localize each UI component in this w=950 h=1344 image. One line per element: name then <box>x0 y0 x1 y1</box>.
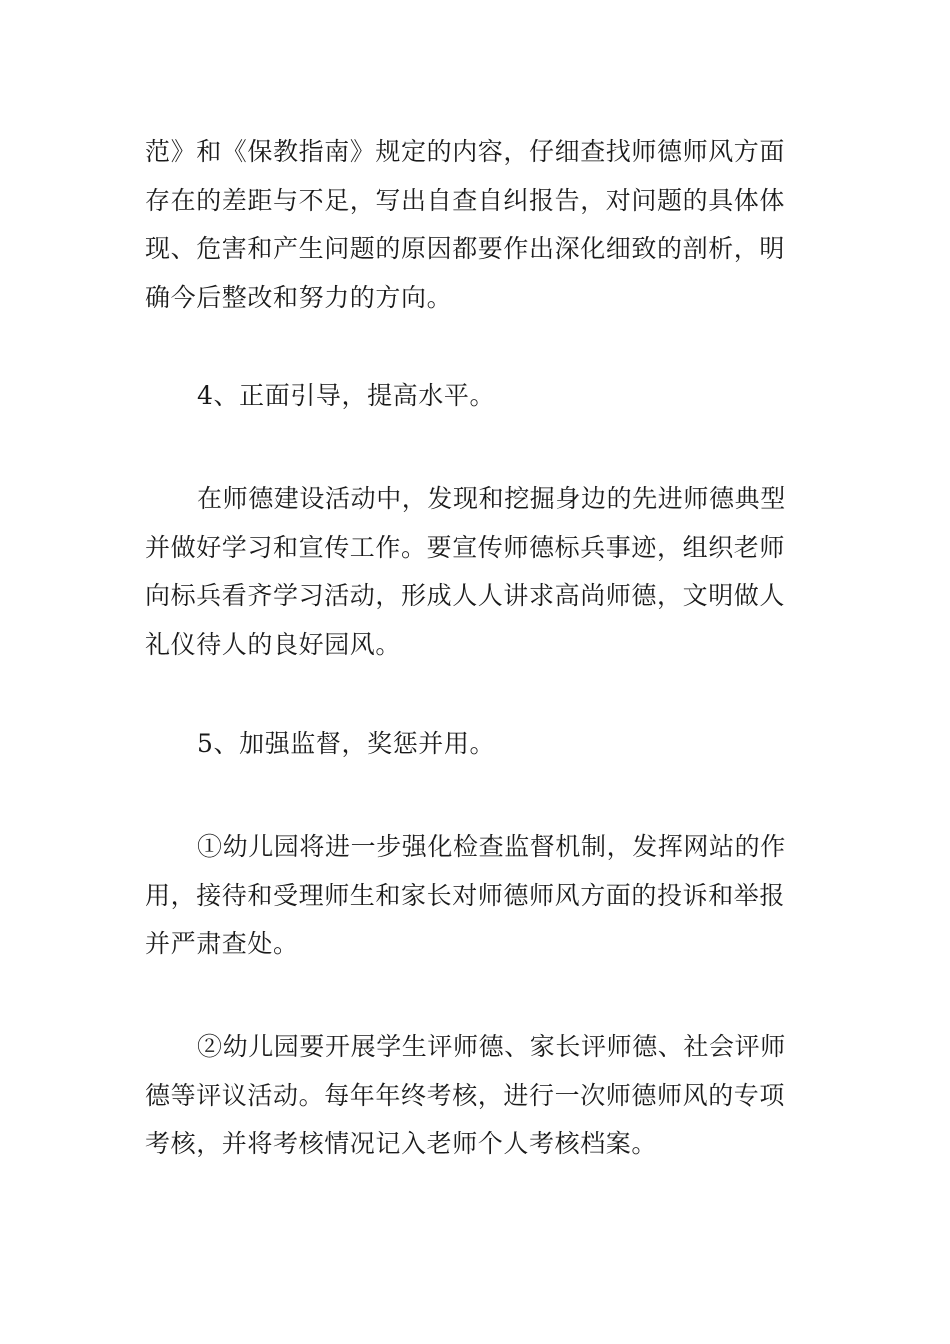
paragraph-teacher-ethics-models: 在师德建设活动中，发现和挖掘身边的先进师德典型并做好学习和宣传工作。要宣传师德标兵事迹，组织老师向标兵看齐学习活动，形成人人讲求高尚师德，文明做人礼仪待人的良好园风。 <box>145 484 786 659</box>
paragraph-supervision-mechanism: ①幼儿园将进一步强化检查监督机制，发挥网站的作用，接待和受理师生和家长对师德师风方面的投诉和举报并严肃查处。 <box>145 832 786 958</box>
paragraph-self-inspection: 范》和《保教指南》规定的内容，仔细查找师德师风方面存在的差距与不足，写出自查自纠报告，对问题的具体体现、危害和产生问题的原因都要作出深化细致的剖析，明确今后整改和努力的方向。 <box>145 137 786 312</box>
section-heading-supervision: 5、加强监督，奖惩并用。 <box>197 729 496 758</box>
section-heading-positive-guidance: 4、正面引导，提高水平。 <box>197 381 496 410</box>
paragraph-evaluation-activities: ②幼儿园要开展学生评师德、家长评师德、社会评师德等评议活动。每年年终考核，进行一次师德师风的专项考核，并将考核情况记入老师个人考核档案。 <box>145 1032 786 1158</box>
